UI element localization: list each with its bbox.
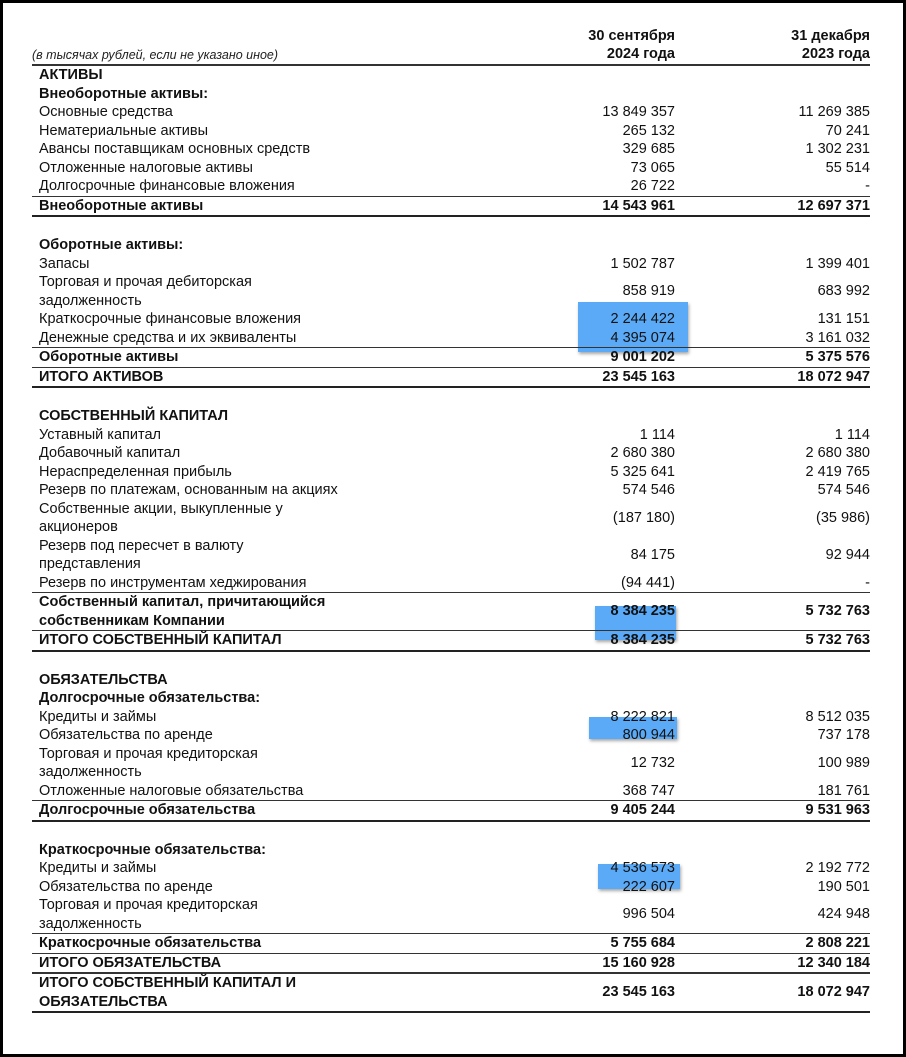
section-title-equity: СОБСТВЕННЫЙ КАПИТАЛ (39, 408, 229, 424)
column-header-2023: 31 декабря 2023 года (791, 28, 870, 62)
row-label: Резерв по платежам, основанным на акциях (39, 482, 338, 498)
row-label: Уставный капитал (39, 426, 161, 443)
table-row (32, 726, 870, 745)
value-2024: 574 546 (622, 482, 675, 498)
value-2023: 70 241 (825, 122, 870, 139)
table-row (32, 878, 870, 897)
row-label: Собственные акции, выкупленные у (39, 500, 283, 517)
units-note: (в тысячах рублей, если не указано иное) (32, 48, 279, 62)
value-2023: 190 501 (817, 878, 870, 895)
row-label: Добавочный капитал (39, 445, 181, 461)
table-row (32, 273, 870, 310)
value-2023: 11 269 385 (798, 104, 870, 120)
row-label: Основные средства (39, 104, 173, 120)
value-2023: - (865, 178, 870, 194)
value-2023: 574 546 (817, 482, 870, 498)
value-2023: 1 302 231 (805, 141, 870, 157)
value-2023: 1 399 401 (805, 255, 870, 272)
value-2024: 996 504 (622, 906, 675, 923)
value-2023: 1 114 (834, 426, 870, 443)
total-row-liabilities: ИТОГО ОБЯЗАТЕЛЬСТВА 15 160 928 12 340 184 (32, 953, 870, 973)
row-label: Торговая и прочая кредиторская (39, 745, 258, 762)
table-row (32, 745, 870, 782)
table-row (32, 122, 870, 141)
value-2024: 265 132 (622, 122, 675, 139)
value-2023: 3 161 032 (805, 329, 870, 346)
row-label-cont: представления (39, 556, 141, 572)
table-row (32, 859, 870, 878)
row-label: Кредиты и займы (39, 860, 157, 876)
total-row-short-term: Краткосрочные обязательства 5 755 684 2 808 221 (32, 933, 870, 953)
value-2024: (94 441) (620, 574, 675, 591)
value-2023: 8 512 035 (805, 708, 870, 725)
table-row (32, 574, 870, 593)
value-2024: 4 536 573 (610, 860, 675, 876)
table-row (32, 896, 870, 933)
total-row-long-term: Долгосрочные обязательства 9 405 244 9 531 963 (32, 800, 870, 822)
row-label-cont: задолженность (39, 915, 142, 932)
table-row (32, 444, 870, 463)
subsection-title-short-term: Краткосрочные обязательства: (39, 841, 266, 858)
value-2023: 131 151 (817, 311, 870, 327)
total-row-grand: ИТОГО СОБСТВЕННЫЙ КАПИТАЛ И ОБЯЗАТЕЛЬСТВА 23 545 163 18 072 947 (32, 972, 870, 1013)
row-label: Отложенные налоговые активы (39, 159, 253, 176)
value-2024: 12 732 (630, 754, 675, 771)
column-header-2024: 30 сентября 2024 года (588, 28, 675, 62)
row-label-cont: акционеров (39, 519, 118, 535)
value-2024: 8 222 821 (610, 708, 675, 725)
value-2023: 2 192 772 (805, 860, 870, 876)
value-2023: 2 680 380 (805, 445, 870, 461)
table-row (32, 463, 870, 482)
value-2024: 2 680 380 (610, 445, 675, 461)
table-row (32, 708, 870, 727)
value-2023: 424 948 (817, 906, 870, 923)
table-row (32, 426, 870, 445)
table-row (32, 177, 870, 196)
value-2024: 368 747 (622, 782, 675, 799)
table-row (32, 255, 870, 274)
value-2024: (187 180) (612, 509, 675, 526)
value-2023: 2 419 765 (805, 463, 870, 480)
total-row-equity-owners: Собственный капитал, причитающийся собственникам Компании 8 384 235 5 732 763 (32, 592, 870, 630)
value-2024: 858 919 (622, 283, 675, 300)
row-label: Авансы поставщикам основных средств (39, 141, 311, 157)
total-row-current: Оборотные активы 9 001 202 5 375 576 (32, 347, 870, 367)
row-label: Долгосрочные финансовые вложения (39, 178, 295, 194)
total-row-equity: ИТОГО СОБСТВЕННЫЙ КАПИТАЛ 8 384 235 5 732 763 (32, 630, 870, 652)
value-2023: 683 992 (817, 283, 870, 300)
table-row (32, 159, 870, 178)
row-label: Резерв по инструментам хеджирования (39, 574, 307, 591)
value-2024: 329 685 (622, 141, 675, 157)
value-2023: (35 986) (815, 509, 870, 526)
row-label: Обязательства по аренде (39, 727, 213, 743)
row-label: Кредиты и займы (39, 708, 157, 725)
row-label: Торговая и прочая дебиторская (39, 274, 252, 290)
value-2023: 100 989 (817, 754, 870, 771)
row-label: Нематериальные активы (39, 122, 208, 139)
row-label: Нераспределенная прибыль (39, 463, 232, 480)
table-row (32, 782, 870, 801)
row-label-cont: задолженность (39, 292, 142, 309)
table-row (32, 140, 870, 159)
row-label: Обязательства по аренде (39, 878, 213, 895)
value-2024: 4 395 074 (610, 329, 675, 346)
section-title-liabilities: ОБЯЗАТЕЛЬСТВА (39, 671, 168, 688)
value-2023: 737 178 (817, 727, 870, 743)
row-label: Торговая и прочая кредиторская (39, 897, 258, 913)
subsection-title-long-term: Долгосрочные обязательства: (39, 690, 261, 706)
value-2024: 1 114 (639, 426, 675, 443)
row-label: Краткосрочные финансовые вложения (39, 311, 302, 327)
subsection-title-current: Оборотные активы: (39, 237, 184, 253)
table-row (32, 329, 870, 348)
balance-sheet (32, 28, 870, 1013)
table-row (32, 103, 870, 122)
table-header (32, 28, 870, 66)
value-2024: 222 607 (622, 878, 675, 895)
value-2023: - (865, 574, 870, 591)
total-row-assets: ИТОГО АКТИВОВ 23 545 163 18 072 947 (32, 367, 870, 389)
row-label: Денежные средства и их эквиваленты (39, 329, 297, 346)
value-2023: 55 514 (825, 159, 870, 176)
value-2024: 1 502 787 (610, 255, 675, 272)
value-2024: 73 065 (630, 159, 675, 176)
value-2024: 84 175 (630, 546, 675, 563)
table-row (32, 481, 870, 500)
value-2024: 2 244 422 (610, 311, 675, 327)
table-row (32, 310, 870, 329)
value-2024: 13 849 357 (602, 104, 675, 120)
row-label: Запасы (39, 255, 90, 272)
table-row (32, 500, 870, 537)
row-label-cont: задолженность (39, 764, 142, 780)
section-title-assets: АКТИВЫ (39, 67, 103, 83)
value-2023: 92 944 (825, 546, 870, 563)
value-2024: 26 722 (630, 178, 675, 194)
total-row-noncurrent: Внеоборотные активы 14 543 961 12 697 371 (32, 196, 870, 218)
value-2024: 800 944 (622, 727, 675, 743)
table-row (32, 537, 870, 574)
row-label: Резерв под пересчет в валюту (39, 537, 244, 554)
row-label: Отложенные налоговые обязательства (39, 782, 304, 799)
value-2024: 5 325 641 (610, 463, 675, 480)
subsection-title-noncurrent: Внеоборотные активы: (39, 85, 209, 102)
value-2023: 181 761 (817, 782, 870, 799)
